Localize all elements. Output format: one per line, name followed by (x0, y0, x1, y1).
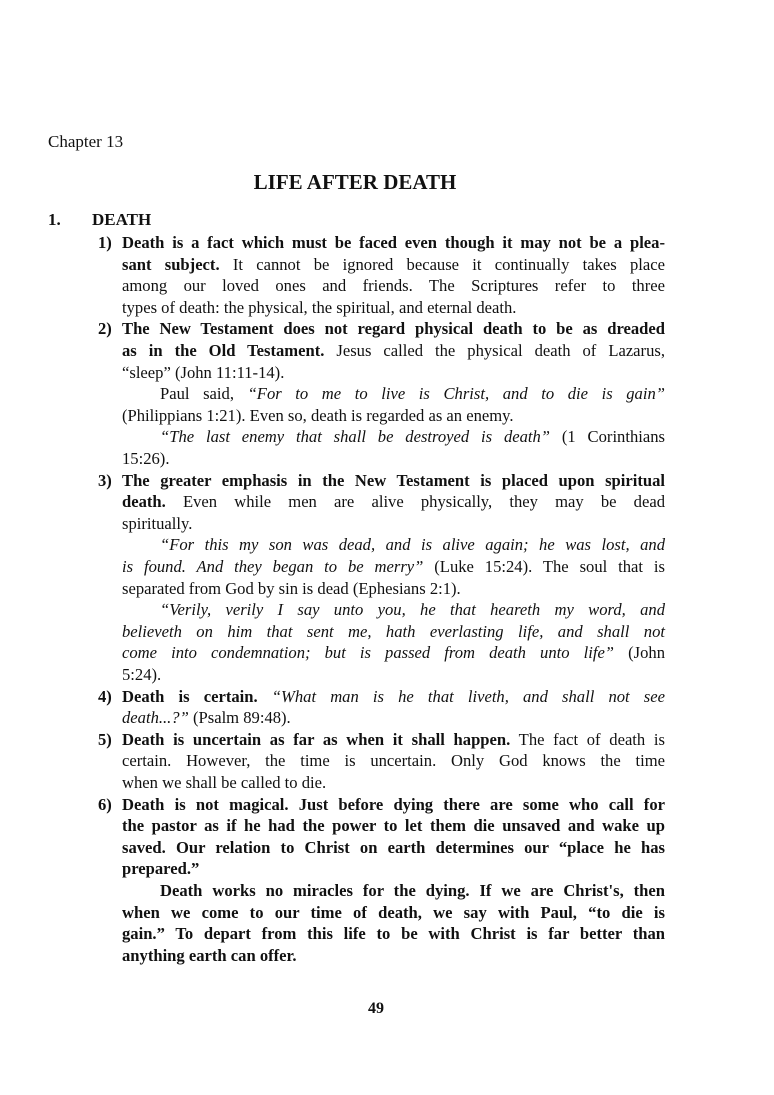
text-line (122, 924, 665, 944)
text-run: Jesus called the physical death of Lazarus, (324, 341, 665, 360)
text-line (122, 730, 665, 750)
list-item-number: 5) (98, 729, 112, 749)
text-run: Even while men are alive physically, they may be dead (165, 492, 665, 512)
text-run: The fact of death is (510, 729, 665, 749)
text-line (122, 903, 665, 923)
text-line (160, 600, 665, 620)
text-run: when we shall be called to die. (122, 773, 327, 792)
text-run: the pastor as if he had the power to let them die unsaved and wake up (122, 816, 665, 836)
scripture-quote: come into condemnation; but is passed from death unto life” (122, 643, 615, 663)
text-line (122, 622, 665, 642)
text-line (122, 341, 665, 361)
bold-heading-text: death. (122, 492, 166, 512)
list-item-number: 1) (98, 233, 112, 252)
text-run: (Luke 15:24). The soul that is (423, 557, 665, 576)
text-run: anything earth can offer. (122, 945, 297, 965)
chapter-label: Chapter 13 (48, 132, 124, 151)
section-title: DEATH (92, 210, 152, 229)
scripture-quote: “For this my son was dead, and is alive again; he was lost, and (160, 535, 665, 555)
text-run: saved. Our relation to Christ on earth determines our “place he has (122, 837, 665, 857)
text-run: certain. However, the time is uncertain. Only God knows the time (122, 751, 665, 771)
text-line (122, 708, 665, 728)
text-run: (Psalm 89:48). (188, 708, 291, 728)
text-run: Just before dying there are some who call for (288, 794, 665, 814)
text-run: It cannot be ignored because it continually takes place (219, 254, 665, 274)
text-line (122, 795, 665, 815)
scripture-quote: believeth on him that sent me, hath everlasting life, and shall not (122, 621, 665, 641)
bold-heading-text: Death is not magical. (122, 794, 289, 814)
bold-heading-text: sant subject. (122, 254, 220, 274)
text-line (122, 363, 665, 383)
bold-heading-text: Death is certain. (122, 686, 258, 706)
bold-heading-text: Death is a fact which must be faced even though it may not be a plea- (122, 233, 665, 252)
bold-heading-text: Death is uncertain as far as when it shall happen. (122, 729, 511, 749)
text-line (122, 514, 665, 534)
text-run: 15:26). (122, 449, 170, 468)
text-line (122, 276, 665, 296)
text-line (160, 881, 665, 901)
text-run: spiritually. (122, 513, 193, 533)
text-run: “sleep” (John 11:11-14). (122, 362, 285, 382)
text-run: among our loved ones and friends. The Scriptures refer to three (122, 276, 665, 296)
text-run: (1 Corinthians (550, 427, 665, 447)
text-run: types of death: the physical, the spiritual, and eternal death. (122, 297, 517, 317)
text-line (122, 643, 665, 663)
text-line (160, 535, 665, 555)
text-run: 5:24). (122, 665, 162, 684)
text-line (122, 557, 665, 577)
text-run: gain.” To depart from this life to be with Christ is far better than (122, 924, 665, 944)
bold-heading-text: as in the Old Testament. (122, 341, 325, 360)
scripture-quote: death...?” (122, 708, 189, 728)
scripture-quote: “For to me to live is Christ, and to die is gain” (247, 384, 665, 404)
text-line (122, 859, 665, 879)
text-line (122, 406, 665, 426)
text-line (122, 255, 665, 275)
page-number: 49 (368, 1000, 384, 1017)
text-line (122, 838, 665, 858)
text-line (122, 319, 665, 339)
text-line (122, 298, 665, 318)
text-line (122, 816, 665, 836)
list-item-number: 4) (98, 686, 112, 706)
scripture-quote: “What man is he that liveth, and shall not see (257, 686, 665, 706)
scripture-quote: “Verily, verily I say unto you, he that heareth my word, and (160, 600, 665, 620)
bold-heading-text: The greater emphasis in the New Testament is placed upon spiritual (122, 470, 665, 490)
text-line (122, 946, 665, 966)
text-line (122, 687, 665, 707)
text-line (122, 471, 665, 491)
text-line (122, 492, 665, 512)
text-run: when we come to our time of death, we say with Paul, “to die is (122, 902, 665, 922)
text-line (122, 751, 665, 771)
text-line (122, 449, 665, 469)
scripture-quote: is found. And they began to be merry” (122, 557, 424, 576)
page-title: LIFE AFTER DEATH (253, 170, 457, 194)
scripture-quote: “The last enemy that shall be destroyed is death” (160, 427, 551, 447)
text-run: (John (614, 643, 665, 663)
section-number: 1. (48, 210, 61, 229)
text-line (122, 665, 665, 685)
text-run: prepared.” (122, 859, 200, 879)
text-line (122, 233, 665, 253)
list-item-number: 2) (98, 319, 112, 339)
bold-heading-text: The New Testament does not regard physical death to be as dreaded (122, 319, 665, 339)
text-line (122, 579, 665, 599)
text-line (122, 773, 665, 793)
text-run: separated from God by sin is dead (Ephesians 2:1). (122, 578, 461, 598)
text-line (160, 384, 665, 404)
text-run: Paul said, (160, 384, 248, 404)
list-item-number: 3) (98, 470, 112, 490)
text-line (160, 427, 665, 447)
list-item-number: 6) (98, 794, 112, 814)
text-run: (Philippians 1:21). Even so, death is regarded as an enemy. (122, 405, 514, 425)
text-run: Death works no miracles for the dying. If we are Christ's, then (160, 881, 665, 900)
